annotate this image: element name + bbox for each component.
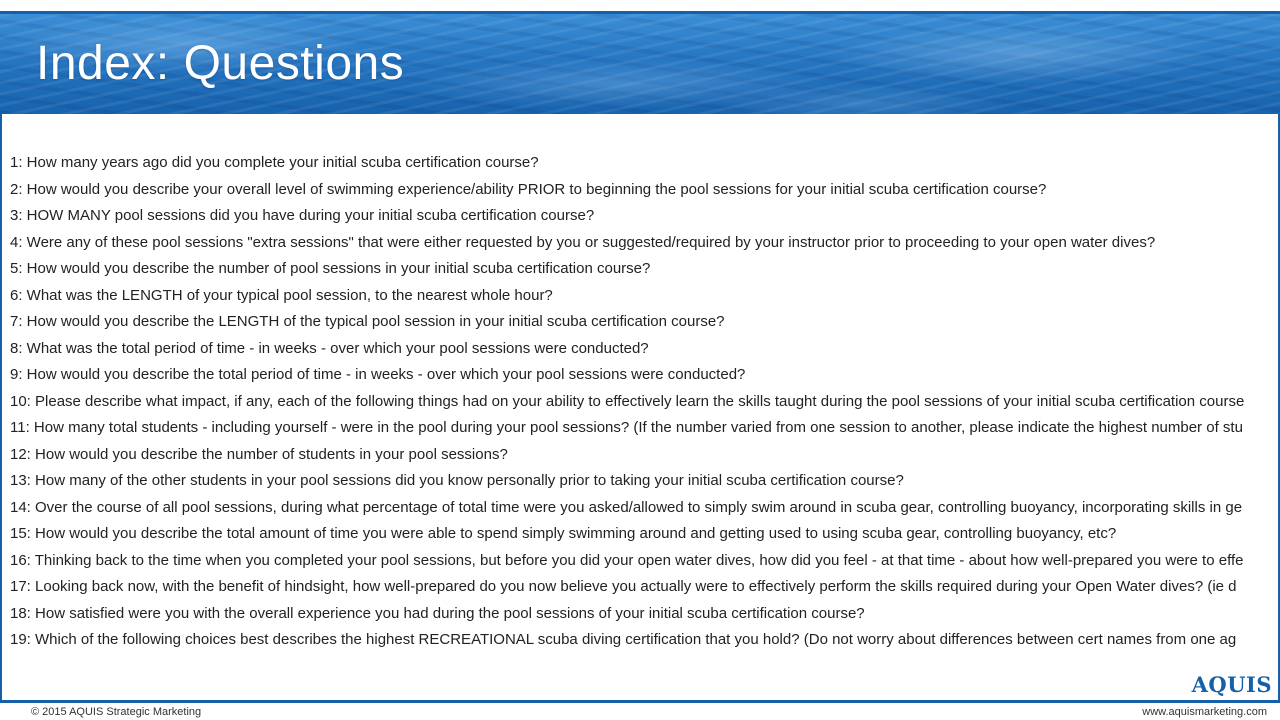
copyright-text: © 2015 AQUIS Strategic Marketing (31, 706, 202, 718)
question-item: 8: What was the total period of time - in weeks - over which your pool sessions were conducted? (10, 339, 649, 357)
question-item: 5: How would you describe the number of pool sessions in your initial scuba certification course? (10, 260, 651, 277)
question-item: 9: How would you describe the total period of time - in weeks - over which your pool sessions were conducted? (10, 366, 746, 383)
page-title: Index: Questions (36, 37, 405, 90)
question-item: 11: How many total students - including yourself - were in the pool during your pool sessions? (If the number varied from one session to another, please indicate the highest number of stu (10, 419, 1243, 436)
question-item: 17: Looking back now, with the benefit of hindsight, how well-prepared do you now believe you actually were to effectively perform the skills required during your Open Water dives? (ie d (10, 578, 1237, 595)
question-item: 1: How many years ago did you complete your initial scuba certification course? (10, 154, 539, 171)
question-item: 10: Please describe what impact, if any, each of the following things had on your ability to effectively learn the skills taught during the pool sessions of your initial scuba certification course (10, 392, 1245, 410)
top-border (0, 0, 1280, 14)
footer (0, 703, 1280, 720)
question-item: 18: How satisfied were you with the overall experience you had during the pool sessions of your initial scuba certification course? (10, 604, 865, 622)
question-item: 2: How would you describe your overall level of swimming experience/ability PRIOR to beginning the pool sessions for your initial scuba certification course? (10, 180, 1047, 198)
question-item: 13: How many of the other students in your pool sessions did you know personally prior to taking your initial scuba certification course? (10, 472, 904, 489)
question-item: 6: What was the LENGTH of your typical pool session, to the nearest whole hour? (10, 286, 553, 304)
question-list (10, 150, 1278, 654)
question-item: 4: Were any of these pool sessions "extra sessions" that were either requested by you or suggested/required by your instructor prior to proceeding to your open water dives? (10, 233, 1156, 251)
question-item: 19: Which of the following choices best describes the highest RECREATIONAL scuba diving certification that you hold? (Do not worry about differences between cert names from one ag (10, 631, 1237, 648)
title-banner (0, 14, 1280, 114)
question-item: 15: How would you describe the total amount of time you were able to spend simply swimming around and getting used to using scuba gear, controlling buoyancy, etc? (10, 525, 1117, 542)
question-item: 7: How would you describe the LENGTH of the typical pool session in your initial scuba certification course? (10, 313, 725, 330)
question-item: 14: Over the course of all pool sessions, during what percentage of total time were you asked/allowed to simply swim around in scuba gear, controlling buoyancy, incorporating skills in ge (10, 498, 1243, 516)
content-area (0, 114, 1280, 700)
aquis-logo: AQUIS (1191, 672, 1272, 697)
question-item: 12: How would you describe the number of students in your pool sessions? (10, 445, 508, 463)
website-link[interactable]: www.aquismarketing.com (1142, 706, 1267, 718)
question-item: 16: Thinking back to the time when you completed your pool sessions, but before you did your open water dives, how did you feel - at that time - about how well-prepared you were to effe (10, 551, 1244, 569)
question-item: 3: HOW MANY pool sessions did you have during your initial scuba certification course? (10, 207, 595, 224)
